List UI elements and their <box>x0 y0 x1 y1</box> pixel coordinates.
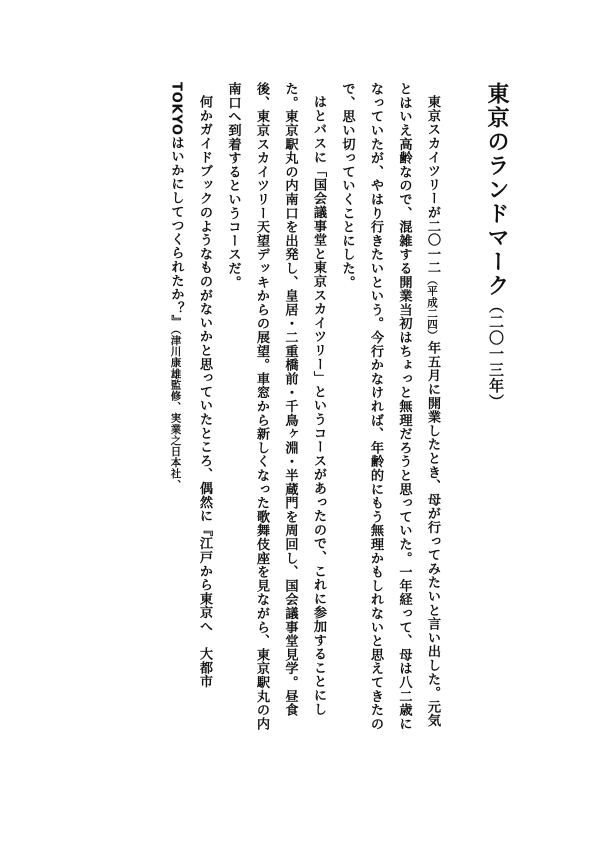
title-year: （二〇一三年） <box>487 298 505 410</box>
title-main: 東京のランドマーク <box>484 82 509 298</box>
paragraph-3 <box>161 82 218 732</box>
page-title <box>476 82 516 732</box>
paragraph-2 <box>218 82 332 732</box>
paragraph-3-seg-2: （津川康雄監修、実業之日本社、 <box>169 328 182 491</box>
paragraph-3-seg-1: 何かガイドブックのようなものがないかと思っていたところ、偶然に『江戸から東京へ 大都市TOKYOはいかにしてつくられたか？』 <box>168 82 212 689</box>
paragraph-1-seg-2: （平成二四） <box>426 274 438 342</box>
vertical-text-column <box>161 82 516 732</box>
paragraph-2-seg-1: はとバスに「国会議事堂と東京スカイツリー」というコースがあったので、これに参加することにした。東京駅丸の内南口を出発し、皇居・二重橋前・千鳥ヶ淵・半蔵門を周回し、国会議事堂見学。昼食後、東京スカイツリー天望デッキからの展望。車窓から新しくなった歌舞伎座を見ながら、東京駅丸の内南口へ到着するというコースだ。 <box>225 82 326 731</box>
paragraph-1-seg-1: 東京スカイツリーが二〇一二 <box>425 95 440 275</box>
paragraph-1-seg-3: 年五月に開業したとき、母が行ってみたいと言い出した。元気とはいえ高齢なので、混雑する開業当初はちょっと無理だろうと思っていた。一年経って、母は八二歳になっていたが、やはり行きたいという。今行かなければ、年齢的にもう無理かもしれないと思えてきたので、思い切っていくことにした。 <box>339 82 440 731</box>
paragraph-1 <box>332 82 446 732</box>
